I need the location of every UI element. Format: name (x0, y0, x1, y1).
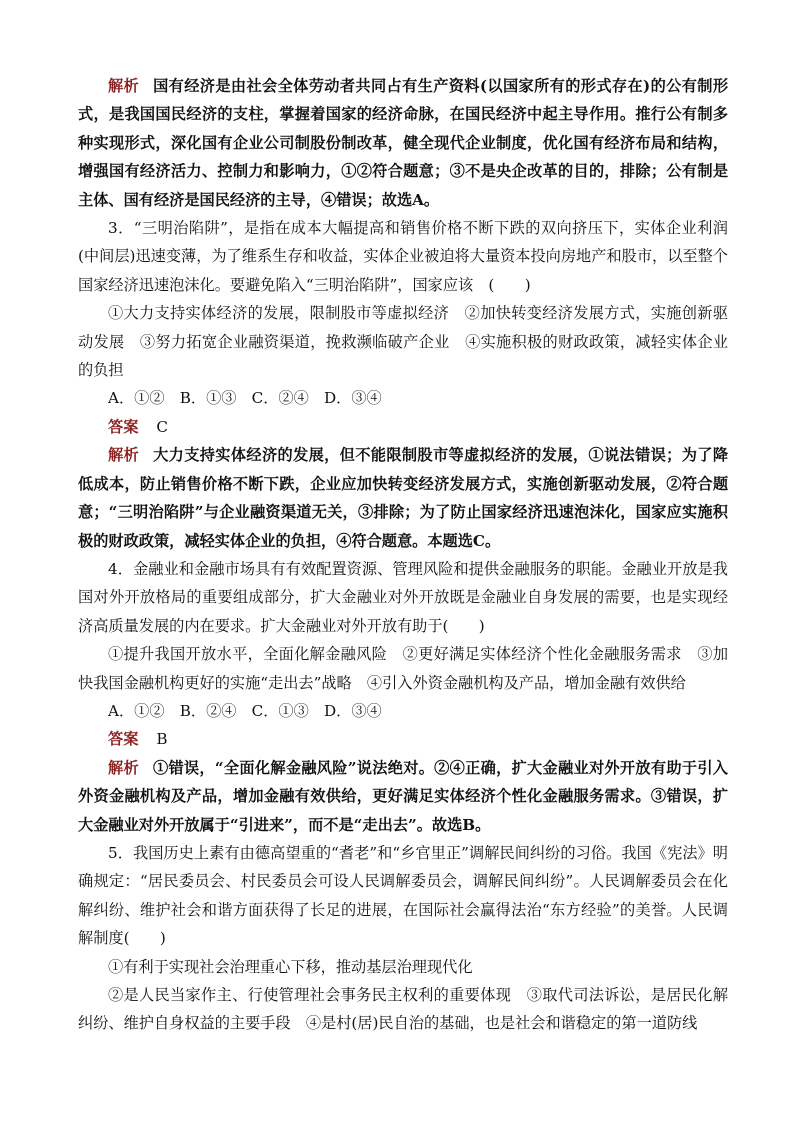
question-3-statements: ①大力支持实体经济的发展，限制股市等虚拟经济 ②加快转变经济发展方式，实施创新驱动发展 ③努力拓宽企业融资渠道，挽救濒临破产企业 ④实施积极的财政政策，减轻实体企业的负担 (78, 304, 728, 380)
question-5-statements: ②是人民当家作主、行使管理社会事务民主权利的重要体现 ③取代司法诉讼，是居民化解纠纷、维护自身权益的主要手段 ④是村(居)民自治的基础，也是社会和谐稳定的第一道防线 (78, 986, 728, 1033)
analysis-paragraph (78, 754, 728, 839)
question-3-answer (78, 413, 728, 441)
document-content (78, 72, 728, 1038)
question-4-answer (78, 725, 728, 753)
analysis-text: ①错误，“全面化解金融风险”说法绝对。②④正确，扩大金融业对外开放有助于引入外资金融机构及产品，增加金融有效供给，更好满足实体经济个性化金融服务需求。③错误，扩大金融业对外开放属于“引进来”，而不是“走出去”。故选B。 (78, 758, 728, 834)
analysis-text: 大力支持实体经济的发展，但不能限制股市等虚拟经济的发展，①说法错误；为了降低成本，防止销售价格不断下跌，企业应加快转变经济发展方式，实施创新驱动发展，②符合题意；“三明治陷阱”与企业融资渠道无关，③排除；为了防止国家经济迅速泡沫化，国家应实施积极的财政政策，减轻实体企业的负担，④符合题意。本题选C。 (78, 446, 729, 550)
question-5-statement-1: ①有利于实现社会治理重心下移，推动基层治理现代化 (108, 957, 473, 976)
analysis-text: 国有经济是由社会全体劳动者共同占有生产资料(以国家所有的形式存在)的公有制形式，是我国国民经济的支柱，掌握着国家的经济命脉，在国民经济中起主导作用。推行公有制多种实现形式，深化国有企业公司制股份制改革，健全现代企业制度，优化国有经济布局和结构，增强国有经济活力、控制力和影响力，①②符合题意；③不是央企改革的目的，排除；公有制是主体、国有经济是国民经济的主导，④错误；故选A。 (78, 77, 729, 209)
question-4-options: A．①② B．②④ C．①③ D．③④ (108, 701, 382, 720)
answer-tag: 答案 (108, 730, 139, 749)
analysis-tag: 解析 (108, 77, 140, 95)
answer-tag: 答案 (108, 417, 139, 436)
question-4-stem: 4．金融业和金融市场具有有效配置资源、管理风险和提供金融服务的职能。金融业开放是我国对外开放格局的重要组成部分，扩大金融业对外开放既是金融业自身发展的需要，也是实现经济高质量发展的内在要求。扩大金融业对外开放有助于( ) (78, 559, 728, 635)
answer-value: B (156, 730, 168, 749)
analysis-paragraph (78, 72, 728, 214)
answer-value: C (156, 417, 168, 436)
analysis-tag: 解析 (108, 758, 139, 777)
analysis-tag: 解析 (108, 446, 140, 465)
analysis-paragraph (78, 441, 728, 555)
question-4-statements: ①提升我国开放水平，全面化解金融风险 ②更好满足实体经济个性化金融服务需求 ③加快我国金融机构更好的实施“走出去”战略 ④引入外资金融机构及产品，增加金融有效供给 (78, 645, 728, 692)
question-3-stem: 3．“三明治陷阱”，是指在成本大幅提高和销售价格不断下跌的双向挤压下，实体企业利润(中间层)迅速变薄，为了维系生存和收益，实体企业被迫将大量资本投向房地产和股市，以至整个国家经济迅速泡沫化。要避免陷入“三明治陷阱”，国家应该 ( ) (78, 219, 728, 294)
question-3-options: A．①② B．①③ C．②④ D．③④ (108, 389, 382, 408)
question-5-stem: 5．我国历史上素有由德高望重的“耆老”和“乡官里正”调解民间纠纷的习俗。我国《宪法》明确规定：“居民委员会、村民委员会可设人民调解委员会，调解民间纠纷”。人民调解委员会在化解纠纷、维护社会和谐方面获得了长足的进展，在国际社会赢得法治“东方经验”的美誉。人民调解制度( ) (78, 843, 728, 948)
